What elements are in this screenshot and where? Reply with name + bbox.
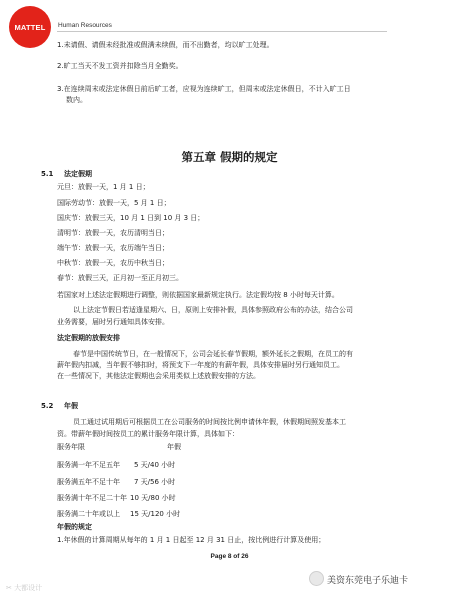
table-row-leave: 15 天/120 小时 [130,510,181,518]
paragraph: 春节是中国传统节日，在一般情况下，公司会延长春节假期，额外延长之假期，在员工的有 [73,350,353,358]
holiday-item: 端午节：放假一天，农历端午当日； [57,244,169,252]
subsection-title: 法定假期的放假安排 [57,334,120,342]
rule-item-3-cont: 数内。 [66,96,87,104]
rule-item-3: 3.在连续周末或法定休假日前后旷工者，应视为连续旷工，但周末或法定休假日，不计入旷工日 [57,85,351,93]
table-row-years: 服务满五年不足十年 [57,478,120,486]
paragraph-cont: 薪年假内扣减，当年假不够扣时，将预支下一年度的有薪年假，具体安排届时另行通知员工。 [57,361,344,369]
rule-item: 1.年休假的计算周期从每年的 1 月 1 日起至 12 月 31 日止，按比例进行计算及使用； [57,536,326,544]
table-row-leave: 10 天/80 小时 [130,494,176,502]
subsection-title: 年假的规定 [57,523,92,531]
watermark-right: 美资东莞电子乐迪卡 [327,576,409,586]
section-number-5-2: 5.2 [41,402,54,410]
paragraph: 员工通过试用期后可根据员工在公司服务的时间按比例申请休年假，休假期间照发基本工 [73,418,346,426]
paragraph-cont: 在一些情况下，其他法定假期也会采用类似上述放假安排的方法。 [57,372,260,380]
table-row-years: 服务满二十年或以上 [57,510,120,518]
holiday-item: 国庆节：放假三天，10 月 1 日到 10 月 3 日； [57,214,205,222]
table-header-leave: 年假 [167,443,181,451]
section-number-5-1: 5.1 [41,170,54,178]
holiday-item: 国际劳动节：放假一天，5 月 1 日； [57,199,171,207]
rule-item-1: 1.未请假、请假未经批准或假满未续假，而不出勤者，均以旷工处理。 [57,41,274,49]
holiday-item: 清明节：放假一天，农历清明当日； [57,229,169,237]
paragraph-cont: 业务需要，届时另行通知具体安排。 [57,318,169,326]
table-row-years: 服务满一年不足五年 [57,461,120,469]
paragraph: 以上法定节假日若适逢星期六、日，原则上安排补假，具体参照政府公布的办法，结合公司 [73,306,353,314]
paragraph-cont: 资。带薪年假时间按员工的累计服务年限计算，具体如下： [57,430,239,438]
section-title-5-1: 法定假期 [64,170,92,178]
header-divider [57,31,387,32]
paragraph: 若国家对上述法定假期进行调整，则依据国家最新规定执行。法定假均按 8 小时每天计算。 [57,291,339,299]
watermark-left: ✂ 大都设计 [6,584,43,592]
table-row-years: 服务满十年不足二十年 [57,494,127,502]
table-header-years: 服务年限 [57,443,85,451]
rule-item-2: 2.旷工当天不发工资并扣除当月全勤奖。 [57,62,183,70]
chapter-title: 第五章 假期的规定 [181,150,278,164]
section-title-5-2: 年假 [64,402,78,410]
table-row-leave: 5 天/40 小时 [134,461,176,469]
holiday-item: 春节：放假三天，正月初一至正月初三。 [57,274,183,282]
header-subtitle: Human Resources [58,22,112,29]
holiday-item: 元旦：放假一天，1 月 1 日； [57,183,150,191]
wechat-icon [309,571,324,586]
holiday-item: 中秋节：放假一天，农历中秋当日； [57,259,169,267]
table-row-leave: 7 天/56 小时 [134,478,176,486]
page-number: Page 8 of 26 [210,553,249,560]
mattel-logo: MATTEL [9,6,51,48]
